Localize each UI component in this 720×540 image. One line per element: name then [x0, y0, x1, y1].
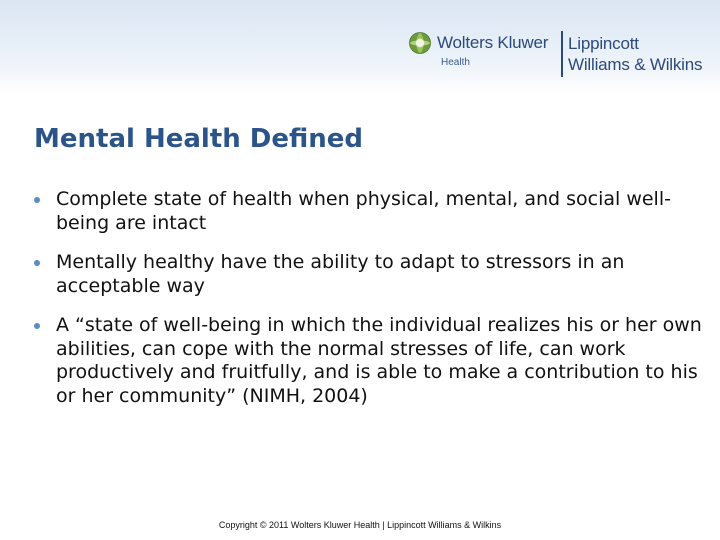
bullet-text: A “state of well-being in which the individual realizes his or her own abilities, can cope with the normal stresses of life, can work productively and fruitfully, and is able to make a contribution to his or her community” (NIMH, 2004)	[56, 314, 702, 407]
logo-divider	[561, 31, 563, 77]
bullet-item	[34, 251, 706, 298]
globe-icon	[408, 31, 432, 55]
bullet-dot-icon	[34, 197, 40, 203]
bullet-text: Complete state of health when physical, mental, and social well-being are intact	[56, 188, 671, 234]
logo-partner-line2: Williams & Wilkins	[568, 55, 703, 74]
copyright-footer: Copyright © 2011 Wolters Kluwer Health | Lippincott Williams & Wilkins	[218, 520, 502, 530]
logo-company-name: Wolters Kluwer	[437, 33, 549, 52]
bullet-list	[34, 188, 706, 424]
slide-title: Mental Health Defined	[34, 124, 364, 154]
bullet-dot-icon	[34, 260, 40, 266]
company-logo	[408, 28, 714, 80]
bullet-dot-icon	[34, 323, 40, 329]
bullet-item	[34, 314, 706, 408]
bullet-item	[34, 188, 706, 235]
logo-division-name: Health	[441, 57, 470, 68]
logo-partner-line1: Lippincott	[568, 34, 639, 53]
bullet-text: Mentally healthy have the ability to adapt to stressors in an acceptable way	[56, 251, 625, 297]
